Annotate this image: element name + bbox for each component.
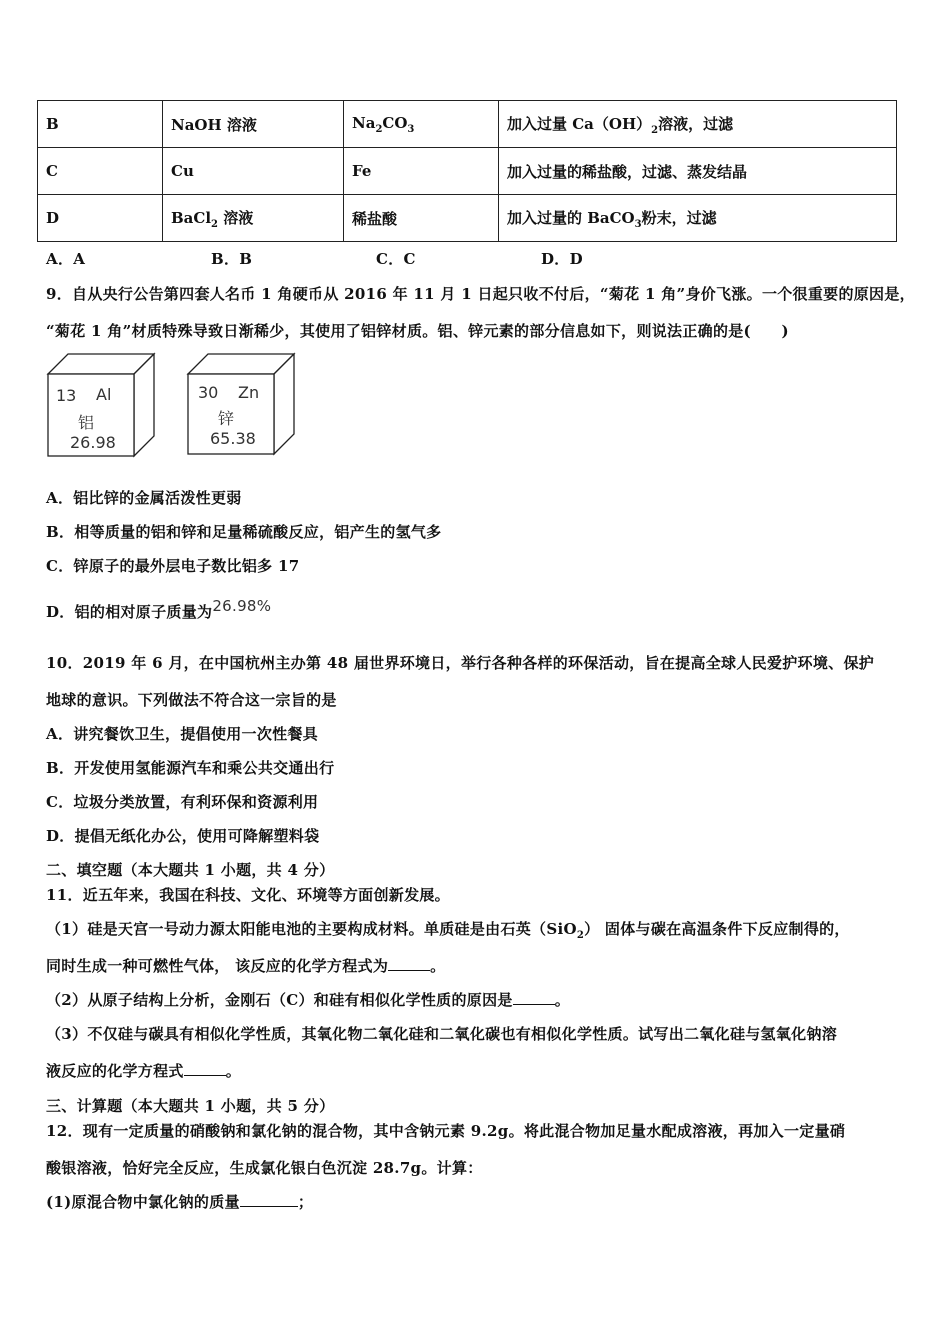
zn-number: 30 <box>198 383 219 402</box>
answer-blank[interactable] <box>388 956 430 971</box>
q12-line1: 12．现有一定质量的硝酸钠和氯化钠的混合物，其中含钠元素 9.2g。将此混合物加足量水配成溶液，再加入一定量硝 <box>46 1122 846 1140</box>
answer-blank[interactable] <box>184 1061 226 1076</box>
q9-option-d-value: 26.98% <box>212 597 272 615</box>
q11-part2: （2）从原子结构上分析，金刚石（C）和硅有相似化学性质的原因是 。 <box>46 991 570 1009</box>
row-label: B <box>38 101 163 148</box>
answer-choices <box>46 248 706 269</box>
section-heading-fill-in: 二、填空题（本大题共 1 小题，共 4 分） <box>46 861 335 879</box>
q9-option-a: A．铝比锌的金属活泼性更弱 <box>46 489 242 507</box>
zn-mass: 65.38 <box>210 429 256 448</box>
table-cell: $Na_2CO_3$ <box>344 101 499 148</box>
answer-choice: D．D <box>541 250 583 268</box>
q9-line2: “菊花 1 角”材质特殊导致日渐稀少，其使用了铝锌材质。铝、锌元素的部分信息如下，则说法正确的是( ) <box>46 322 789 340</box>
table-cell: 加入过量的 BaCO$_3$粉末，过滤 <box>499 195 897 242</box>
section-heading-calculation: 三、计算题（本大题共 1 小题，共 5 分） <box>46 1097 335 1115</box>
table-row <box>38 195 897 242</box>
answer-blank[interactable] <box>513 990 555 1005</box>
options-table <box>37 100 897 242</box>
q9-option-d: D．铝的相对原子质量为26.98% <box>46 597 272 621</box>
al-mass: 26.98 <box>70 433 116 452</box>
table-cell: BaCl$_2$ 溶液 <box>163 195 344 242</box>
table-cell: Fe <box>344 148 499 195</box>
table-row <box>38 148 897 195</box>
al-name: 铝 <box>78 413 95 432</box>
q11-part3-line2: 液反应的化学方程式 。 <box>46 1062 242 1080</box>
table-cell: 加入过量的稀盐酸，过滤、蒸发结晶 <box>499 148 897 195</box>
answer-choice: B．B <box>211 250 253 268</box>
table-cell: 稀盐酸 <box>344 195 499 242</box>
al-symbol: Al <box>96 385 112 404</box>
row-label: D <box>38 195 163 242</box>
q9-line1: 9．自从央行公告第四套人名币 1 角硬币从 2016 年 11 月 1 日起只收不付后，“菊花 1 角”身价飞涨。一个很重要的原因是， <box>46 285 915 303</box>
q11-part1-line2: 同时生成一种可燃性气体， 该反应的化学方程式为 。 <box>46 957 446 975</box>
q12-sub1: (1)原混合物中氯化钠的质量 ； <box>46 1193 314 1211</box>
table-row <box>38 101 897 148</box>
q12-line2: 酸银溶液，恰好完全反应，生成氯化银白色沉淀 28.7g。计算： <box>46 1159 483 1177</box>
q11-part3-line1: （3）不仅硅与碳具有相似化学性质，其氧化物二氧化硅和二氧化碳也有相似化学性质。试写出二氧化硅与氢氧化钠溶 <box>46 1025 838 1043</box>
q10-line2: 地球的意识。下列做法不符合这一宗旨的是 <box>46 691 337 709</box>
q11-part1-line1: （1）硅是天宫一号动力源太阳能电池的主要构成材料。单质硅是由石英（SiO$_2$） 固体与碳在高温条件下反应制得的， <box>46 920 850 941</box>
zn-name: 锌 <box>218 409 235 428</box>
table-cell: 加入过量 $Ca(OH)_2$溶液，过滤 <box>499 101 897 148</box>
answer-choice: C．C <box>376 250 416 268</box>
zn-symbol: Zn <box>238 383 260 402</box>
q10-line1: 10．2019 年 6 月，在中国杭州主办第 48 届世界环境日，举行各种各样的环保活动，旨在提高全球人民爱护环境、保护 <box>46 654 875 672</box>
q9-option-c: C．锌原子的最外层电子数比铝多 17 <box>46 557 300 575</box>
row-label: C <box>38 148 163 195</box>
table-cell: NaOH 溶液 <box>163 101 344 148</box>
q11-intro: 11．近五年来，我国在科技、文化、环境等方面创新发展。 <box>46 886 450 904</box>
q9-option-b: B．相等质量的铝和锌和足量稀硫酸反应，铝产生的氢气多 <box>46 523 442 541</box>
answer-blank[interactable] <box>240 1192 298 1207</box>
q10-option-b: B．开发使用氢能源汽车和乘公共交通出行 <box>46 759 335 777</box>
q10-option-a: A．讲究餐饮卫生，提倡使用一次性餐具 <box>46 725 319 743</box>
answer-choice: A．A <box>46 250 86 268</box>
q10-option-c: C．垃圾分类放置，有利环保和资源利用 <box>46 793 319 811</box>
table-cell: Cu <box>163 148 344 195</box>
al-number: 13 <box>56 386 77 405</box>
q10-option-d: D．提倡无纸化办公，使用可降解塑料袋 <box>46 827 320 845</box>
